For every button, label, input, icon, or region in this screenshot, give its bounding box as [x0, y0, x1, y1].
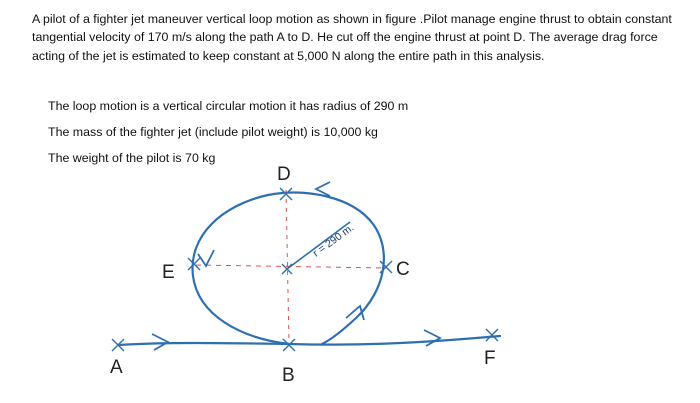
- given-pilot-weight: The weight of the pilot is 70 kg: [48, 151, 216, 165]
- label-point-d: D: [277, 164, 291, 185]
- point-f-marker: [486, 329, 498, 341]
- label-point-e: E: [162, 262, 175, 283]
- arrow-ground-right-icon: [152, 334, 168, 350]
- arrow-exit-right-icon: [424, 330, 440, 346]
- given-jet-mass: The mass of the fighter jet (include pilot weight) is 10,000 kg: [48, 125, 378, 139]
- label-point-f: F: [484, 348, 496, 369]
- problem-text: A pilot of a fighter jet maneuver vertical loop motion as shown in figure .Pilot manage engine thrust to obtain constant tangential velocity of 170 m/s along the path A to D. He cut off the engine thrust at point D. The average drag force acting of the jet is estimated to keep constant at 5,000 N along the entire path in this analysis.: [32, 12, 672, 63]
- point-c-marker: [380, 261, 392, 273]
- label-point-c: C: [396, 259, 410, 280]
- radius-label: r = 290 m.: [310, 221, 357, 260]
- label-point-b: B: [282, 365, 295, 386]
- label-point-a: A: [110, 357, 123, 378]
- ground-track: [118, 336, 500, 345]
- given-radius: The loop motion is a vertical circular motion it has radius of 290 m: [48, 99, 409, 113]
- arrow-left-down-icon: [198, 250, 214, 266]
